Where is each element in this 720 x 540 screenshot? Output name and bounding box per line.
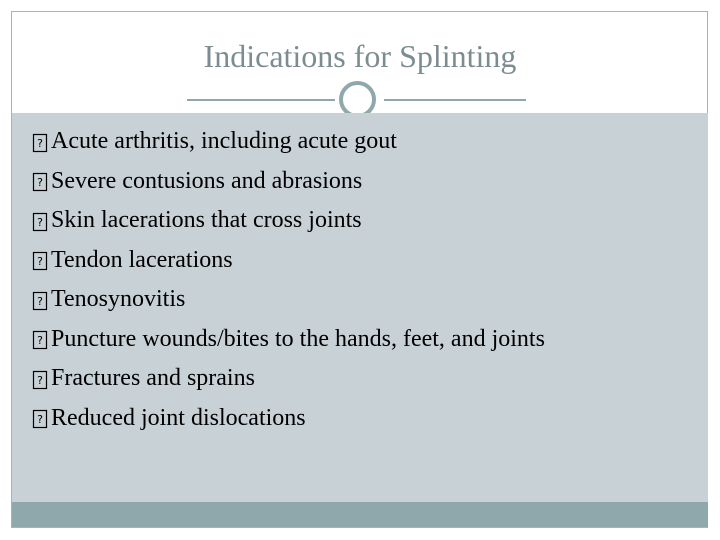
bullet-item bbox=[32, 122, 545, 162]
bullet-item bbox=[32, 399, 545, 439]
bullet-item bbox=[32, 280, 545, 320]
svg-text:?: ? bbox=[37, 255, 43, 269]
missing-glyph-box-icon bbox=[32, 250, 48, 272]
bullet-text: Puncture wounds/bites to the hands, feet, and joints bbox=[51, 325, 545, 352]
missing-glyph-box-icon bbox=[32, 211, 48, 233]
title-divider-right bbox=[384, 99, 526, 101]
svg-text:?: ? bbox=[37, 215, 43, 229]
bullet-text: Acute arthritis, including acute gout bbox=[51, 128, 397, 154]
svg-text:?: ? bbox=[37, 176, 43, 190]
bullet-item bbox=[32, 162, 545, 202]
footer-band bbox=[12, 502, 708, 527]
title-divider-left bbox=[187, 99, 335, 101]
svg-text:?: ? bbox=[37, 413, 43, 427]
bullet-text: Reduced joint dislocations bbox=[51, 404, 306, 431]
bullet-item bbox=[32, 320, 545, 360]
bullet-text: Severe contusions and abrasions bbox=[51, 167, 363, 194]
missing-glyph-box-icon bbox=[32, 329, 48, 351]
bullet-item bbox=[32, 359, 545, 399]
svg-text:?: ? bbox=[37, 334, 43, 348]
bullet-list bbox=[32, 122, 545, 438]
bullet-text: Fractures and sprains bbox=[51, 365, 255, 391]
svg-text:?: ? bbox=[37, 373, 43, 387]
bullet-item bbox=[32, 201, 545, 241]
missing-glyph-box-icon bbox=[32, 290, 48, 312]
missing-glyph-box-icon bbox=[32, 132, 48, 154]
svg-text:?: ? bbox=[37, 294, 43, 308]
missing-glyph-box-icon bbox=[32, 408, 48, 430]
bullet-text: Tendon lacerations bbox=[51, 246, 233, 273]
bullet-item bbox=[32, 241, 545, 281]
missing-glyph-box-icon bbox=[32, 171, 48, 193]
missing-glyph-box-icon bbox=[32, 369, 48, 391]
bullet-text: Skin lacerations that cross joints bbox=[51, 207, 362, 233]
slide-title: Indications for Splinting bbox=[203, 38, 517, 74]
svg-text:?: ? bbox=[37, 136, 43, 150]
bullet-text: Tenosynovitis bbox=[51, 286, 186, 312]
